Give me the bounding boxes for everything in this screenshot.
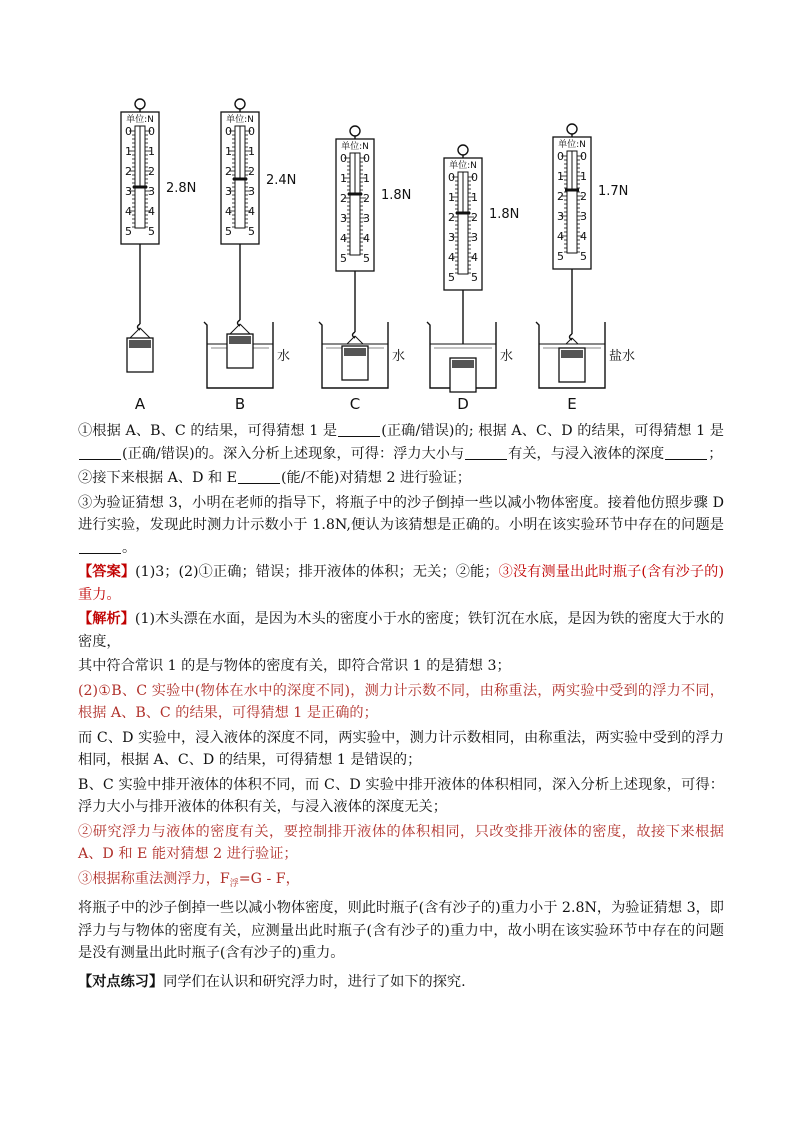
scale-unit-label: 单位:N bbox=[126, 115, 154, 125]
scale-digit: 2 bbox=[580, 190, 587, 203]
answer-tag: 【答案】 bbox=[78, 564, 136, 580]
scale-digit: 0 bbox=[148, 125, 155, 138]
analysis-paragraph-3: (2)①B、C 实验中(物体在水中的深度不同)，测力计示数不同，由称重法，两实验中受到的浮力不同，根据 A、B、C 的结果，可得猜想 1 是正确的； bbox=[78, 682, 724, 721]
scale-digit: 3 bbox=[363, 212, 370, 225]
scale-digit: 0 bbox=[448, 171, 455, 184]
scale-unit-label: 单位:N bbox=[449, 161, 477, 171]
liquid-label: 水 bbox=[392, 349, 406, 364]
scale-digit: 3 bbox=[471, 231, 478, 244]
scale-digit: 3 bbox=[557, 210, 564, 223]
scale-digit: 3 bbox=[248, 185, 255, 198]
answer-blank[interactable] bbox=[665, 445, 707, 460]
answer-blank[interactable] bbox=[79, 539, 121, 554]
question-1: ①根据 A、B、C 的结果，可得猜想 1 是 (正确/错误)的; 根据 A、C、D 的结果，可得猜想 1 是(正确/错误)的。深入分析上述现象，可得：浮力大小与 有关，与浸入液体的深度 ； bbox=[78, 423, 724, 462]
scale-digit: 0 bbox=[225, 125, 232, 138]
scale-reading: 1.8N bbox=[381, 188, 412, 203]
object-string bbox=[140, 328, 150, 338]
scale-digit: 3 bbox=[148, 185, 155, 198]
scale-digit: 0 bbox=[125, 125, 132, 138]
scale-digit: 2 bbox=[340, 192, 347, 205]
scale-digit: 2 bbox=[557, 190, 564, 203]
setup-label: B bbox=[234, 395, 246, 413]
scale-digit: 5 bbox=[225, 225, 232, 238]
scale-digit: 0 bbox=[340, 152, 347, 165]
scale-digit: 1 bbox=[580, 170, 587, 183]
scale-digit: 3 bbox=[580, 210, 587, 223]
analysis-paragraph-6: ②研究浮力与液体的密度有关，要控制排开液体的体积相同，只改变排开液体的密度，故接下来根据 A、D 和 E 能对猜想 2 进行验证； bbox=[78, 823, 724, 862]
scale-digit: 4 bbox=[448, 251, 455, 264]
scale-digit: 4 bbox=[248, 205, 255, 218]
scale-ring-icon bbox=[567, 124, 577, 134]
scale-digit: 4 bbox=[340, 232, 347, 245]
scale-digit: 2 bbox=[225, 165, 232, 178]
analysis-paragraph-2: 其中符合常识 1 的是与物体的密度有关，即符合常识 1 的是猜想 3； bbox=[78, 658, 511, 674]
scale-digit: 5 bbox=[448, 271, 455, 284]
analysis-paragraph-4: 而 C、D 实验中，浸入液体的深度不同，两实验中，测力计示数相同，由称重法，两实验中受到的浮力相同，根据 A、C、D 的结果，可得猜想 1 是错误的； bbox=[78, 729, 724, 768]
scale-ring-icon bbox=[350, 126, 360, 136]
scale-digit: 1 bbox=[340, 172, 347, 185]
answer-blank[interactable] bbox=[79, 445, 121, 460]
scale-reading: 1.8N bbox=[489, 207, 520, 222]
question-3: ③为验证猜想 3，小明在老师的指导下，将瓶子中的沙子倒掉一些以减小物体密度。接着他仿照步骤 D 进行实验，发现此时测力计示数小于 1.8N,便认为该猜想是正确的。小明在该实验环节中存在的问题是。 bbox=[78, 494, 724, 556]
scale-digit: 1 bbox=[557, 170, 564, 183]
scale-digit: 4 bbox=[125, 205, 132, 218]
scale-digit: 0 bbox=[363, 152, 370, 165]
scale-digit: 5 bbox=[471, 271, 478, 284]
scale-digit: 2 bbox=[471, 211, 478, 224]
scale-digit: 1 bbox=[125, 145, 132, 158]
scale-ring-icon bbox=[458, 145, 468, 155]
scale-digit: 0 bbox=[471, 171, 478, 184]
setup-label: E bbox=[567, 395, 577, 413]
scale-reading: 2.4N bbox=[266, 173, 297, 188]
scale-digit: 4 bbox=[580, 230, 587, 243]
scale-digit: 3 bbox=[225, 185, 232, 198]
scale-digit: 2 bbox=[448, 211, 455, 224]
scale-digit: 1 bbox=[448, 191, 455, 204]
scale-digit: 1 bbox=[225, 145, 232, 158]
scale-digit: 5 bbox=[557, 250, 564, 263]
answer-blank[interactable] bbox=[338, 422, 380, 437]
scale-unit-label: 单位:N bbox=[341, 142, 369, 152]
scale-digit: 5 bbox=[340, 252, 347, 265]
scale-digit: 2 bbox=[148, 165, 155, 178]
answer-blank[interactable] bbox=[238, 469, 280, 484]
scale-digit: 5 bbox=[248, 225, 255, 238]
scale-digit: 5 bbox=[580, 250, 587, 263]
setup-label: A bbox=[134, 395, 146, 413]
scale-digit: 0 bbox=[557, 150, 564, 163]
spring-scale-experiment-figure bbox=[100, 90, 690, 415]
answer-blank[interactable] bbox=[465, 445, 507, 460]
answer-paragraph: 【答案】(1)3；(2)①正确；错误；排开液体的体积；无关；②能；③没有测量出此时瓶子(含有沙子的)重力。 bbox=[78, 564, 724, 603]
scale-digit: 1 bbox=[363, 172, 370, 185]
setup-label: D bbox=[457, 395, 469, 413]
analysis-paragraph-5: B、C 实验中排开液体的体积不同，而 C、D 实验中排开液体的体积相同，深入分析上述现象，可得：浮力大小与排开液体的体积有关，与浸入液体的深度无关； bbox=[78, 776, 724, 815]
object-string bbox=[230, 324, 240, 334]
scale-digit: 5 bbox=[363, 252, 370, 265]
scale-digit: 4 bbox=[148, 205, 155, 218]
scale-digit: 2 bbox=[125, 165, 132, 178]
analysis-paragraph-8: 将瓶子中的沙子倒掉一些以减小物体密度，则此时瓶子(含有沙子的)重力小于 2.8N，为验证猜想 3，即浮力与与物体的密度有关，应测量出此时瓶子(含有沙子的)重力中，故小明在该实验环节中存在的问题是没有测量出此时瓶子(含有沙子的)重力。 bbox=[78, 900, 724, 961]
bottle-cap bbox=[344, 348, 366, 356]
scale-digit: 5 bbox=[148, 225, 155, 238]
scale-digit: 3 bbox=[340, 212, 347, 225]
scale-digit: 2 bbox=[363, 192, 370, 205]
scale-digit: 0 bbox=[580, 150, 587, 163]
scale-digit: 1 bbox=[471, 191, 478, 204]
scale-digit: 1 bbox=[248, 145, 255, 158]
practice-paragraph: 【对点练习】同学们在认识和研究浮力时，进行了如下的探究. bbox=[78, 973, 466, 990]
object-string bbox=[130, 328, 140, 338]
scale-digit: 4 bbox=[471, 251, 478, 264]
analysis-paragraph-1: 【解析】(1)木头漂在水面，是因为木头的密度小于水的密度；铁钉沉在水底，是因为铁的密度大于水的密度， bbox=[78, 611, 724, 650]
scale-digit: 2 bbox=[248, 165, 255, 178]
scale-digit: 1 bbox=[148, 145, 155, 158]
setup-label: C bbox=[349, 395, 361, 413]
question-2: ②接下来根据 A、D 和 E (能/不能)对猜想 2 进行验证； bbox=[78, 470, 471, 486]
scale-digit: 4 bbox=[557, 230, 564, 243]
object-string bbox=[240, 324, 250, 334]
scale-reading: 1.7N bbox=[598, 184, 629, 199]
scale-unit-label: 单位:N bbox=[226, 115, 254, 125]
scale-digit: 5 bbox=[125, 225, 132, 238]
analysis-tag: 【解析】 bbox=[78, 611, 135, 627]
bottle-cap bbox=[129, 340, 151, 348]
practice-tag: 【对点练习】 bbox=[78, 973, 164, 990]
scale-digit: 0 bbox=[248, 125, 255, 138]
scale-unit-label: 单位:N bbox=[558, 140, 586, 150]
bottle-cap bbox=[229, 336, 251, 344]
liquid-label: 盐水 bbox=[609, 349, 636, 364]
scale-ring-icon bbox=[235, 99, 245, 109]
scale-digit: 4 bbox=[363, 232, 370, 245]
scale-ring-icon bbox=[135, 99, 145, 109]
bottle-cap bbox=[561, 350, 583, 358]
scale-reading: 2.8N bbox=[166, 181, 197, 196]
analysis-paragraph-7: ③根据称重法测浮力，$F_浮=G - F$， bbox=[78, 870, 300, 889]
scale-digit: 3 bbox=[448, 231, 455, 244]
scale-digit: 3 bbox=[125, 185, 132, 198]
liquid-label: 水 bbox=[500, 349, 514, 364]
liquid-label: 水 bbox=[277, 349, 291, 364]
scale-digit: 4 bbox=[225, 205, 232, 218]
bottle-cap bbox=[452, 360, 474, 368]
